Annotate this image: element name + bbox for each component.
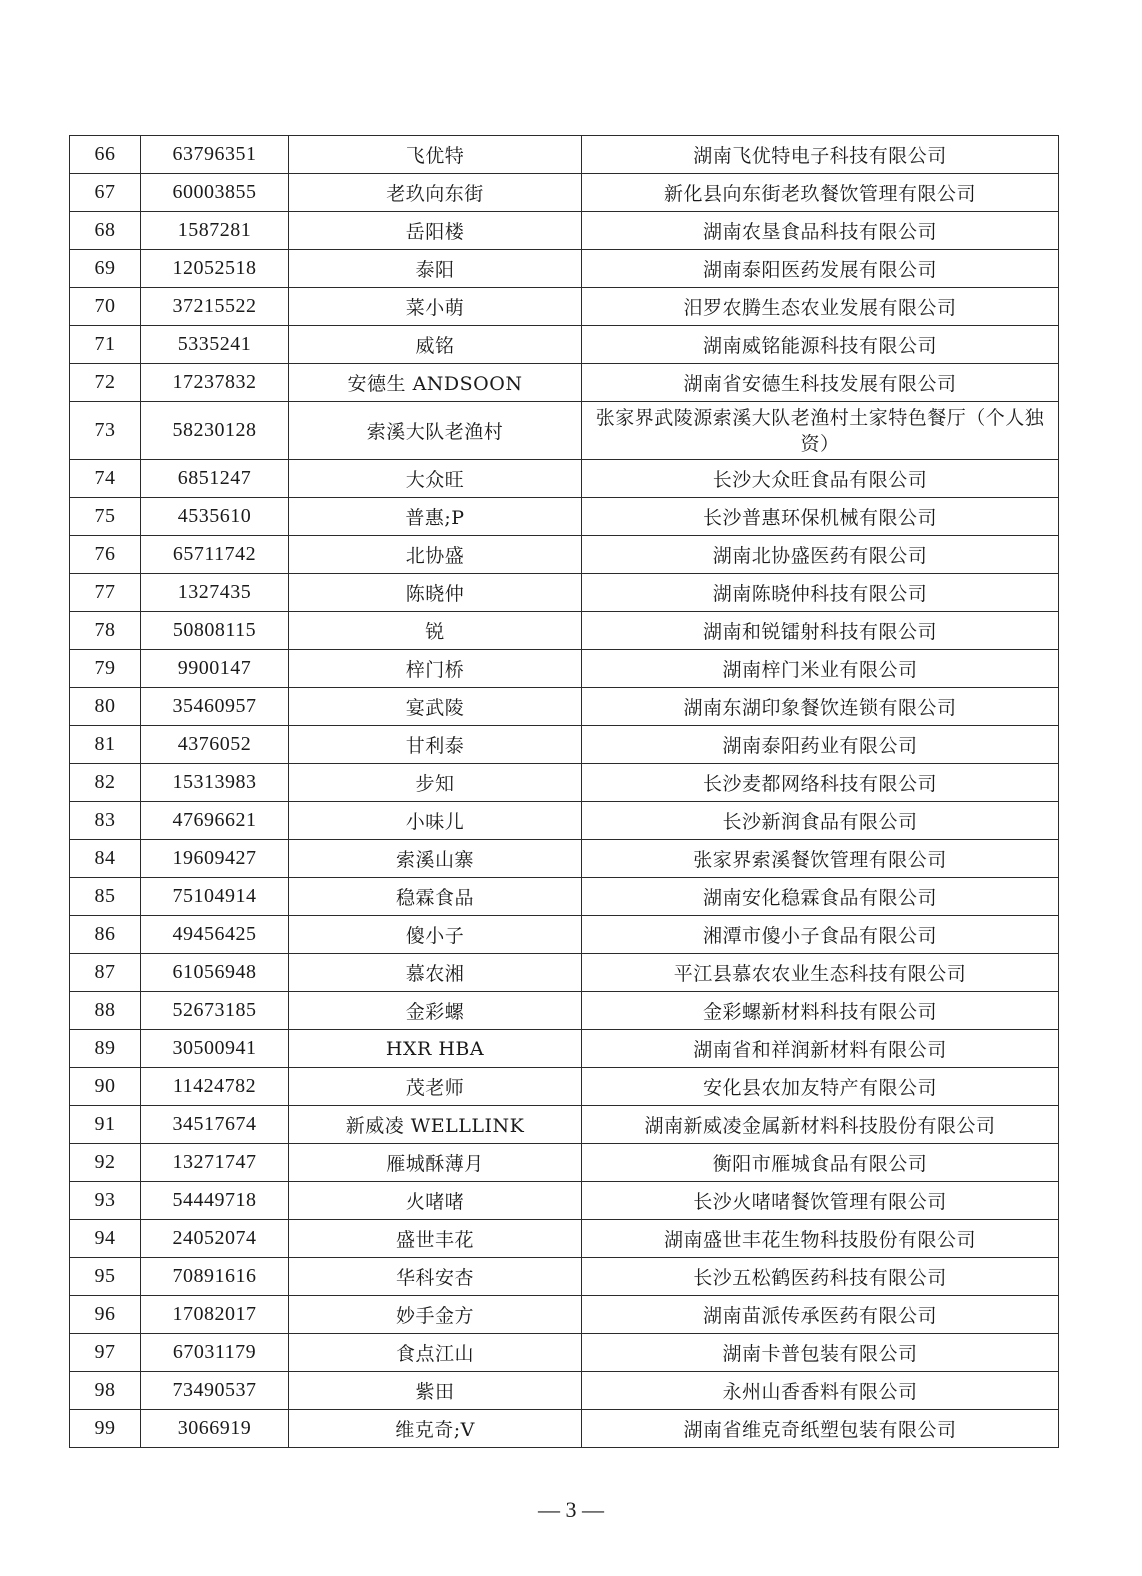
seq-cell: 71	[70, 326, 141, 364]
owner-company-cell: 湖南东湖印象餐饮连锁有限公司	[582, 688, 1059, 726]
trademark-name-cell: 锐	[289, 612, 582, 650]
registration-number-cell: 1327435	[141, 574, 289, 612]
seq-cell: 93	[70, 1182, 141, 1220]
seq-cell: 94	[70, 1220, 141, 1258]
table-row	[70, 1372, 1059, 1410]
registration-number-cell: 11424782	[141, 1068, 289, 1106]
seq-cell: 69	[70, 250, 141, 288]
page-number: — 3 —	[538, 1497, 604, 1522]
registration-number-cell: 52673185	[141, 992, 289, 1030]
table-row	[70, 878, 1059, 916]
owner-company-cell: 湖南梓门米业有限公司	[582, 650, 1059, 688]
registration-number-cell: 50808115	[141, 612, 289, 650]
table-row	[70, 1258, 1059, 1296]
owner-company-cell: 汨罗农腾生态农业发展有限公司	[582, 288, 1059, 326]
seq-cell: 89	[70, 1030, 141, 1068]
seq-cell: 70	[70, 288, 141, 326]
table-row	[70, 764, 1059, 802]
registration-number-cell: 61056948	[141, 954, 289, 992]
registration-number-cell: 60003855	[141, 174, 289, 212]
trademark-name-cell: 飞优特	[289, 136, 582, 174]
seq-cell: 92	[70, 1144, 141, 1182]
trademark-name-cell: 菜小萌	[289, 288, 582, 326]
trademark-name-cell: 索溪大队老渔村	[289, 402, 582, 460]
registration-number-cell: 15313983	[141, 764, 289, 802]
owner-company-cell: 长沙新润食品有限公司	[582, 802, 1059, 840]
table-row	[70, 536, 1059, 574]
registration-number-cell: 24052074	[141, 1220, 289, 1258]
owner-company-cell: 金彩螺新材料科技有限公司	[582, 992, 1059, 1030]
trademark-name-cell: 紫田	[289, 1372, 582, 1410]
seq-cell: 73	[70, 402, 141, 460]
trademark-name-cell: 大众旺	[289, 460, 582, 498]
trademark-name-cell: 岳阳楼	[289, 212, 582, 250]
seq-cell: 67	[70, 174, 141, 212]
registration-number-cell: 67031179	[141, 1334, 289, 1372]
registration-number-cell: 65711742	[141, 536, 289, 574]
owner-company-cell: 平江县慕农农业生态科技有限公司	[582, 954, 1059, 992]
table-row	[70, 916, 1059, 954]
table-row	[70, 288, 1059, 326]
registration-number-cell: 9900147	[141, 650, 289, 688]
table-row	[70, 1106, 1059, 1144]
table-row	[70, 250, 1059, 288]
table-row	[70, 1182, 1059, 1220]
trademark-name-cell: 安德生 ANDSOON	[289, 364, 582, 402]
seq-cell: 81	[70, 726, 141, 764]
trademark-name-cell: 盛世丰花	[289, 1220, 582, 1258]
table-row	[70, 802, 1059, 840]
trademark-name-cell: 稳霖食品	[289, 878, 582, 916]
registration-number-cell: 19609427	[141, 840, 289, 878]
owner-company-cell: 湖南省维克奇纸塑包装有限公司	[582, 1410, 1059, 1448]
owner-company-cell: 张家界索溪餐饮管理有限公司	[582, 840, 1059, 878]
registration-number-cell: 4535610	[141, 498, 289, 536]
owner-company-cell: 湖南北协盛医药有限公司	[582, 536, 1059, 574]
trademark-name-cell: 新威凌 WELLLINK	[289, 1106, 582, 1144]
registration-number-cell: 13271747	[141, 1144, 289, 1182]
owner-company-cell: 湖南安化稳霖食品有限公司	[582, 878, 1059, 916]
seq-cell: 97	[70, 1334, 141, 1372]
registration-number-cell: 63796351	[141, 136, 289, 174]
registration-number-cell: 73490537	[141, 1372, 289, 1410]
owner-company-cell: 湖南卡普包装有限公司	[582, 1334, 1059, 1372]
table-row	[70, 1220, 1059, 1258]
registration-number-cell: 4376052	[141, 726, 289, 764]
trademark-name-cell: 维克奇;V	[289, 1410, 582, 1448]
seq-cell: 90	[70, 1068, 141, 1106]
seq-cell: 91	[70, 1106, 141, 1144]
registration-number-cell: 1587281	[141, 212, 289, 250]
seq-cell: 83	[70, 802, 141, 840]
trademark-name-cell: 普惠;P	[289, 498, 582, 536]
trademark-name-cell: 金彩螺	[289, 992, 582, 1030]
seq-cell: 80	[70, 688, 141, 726]
registration-number-cell: 6851247	[141, 460, 289, 498]
owner-company-cell: 长沙火啫啫餐饮管理有限公司	[582, 1182, 1059, 1220]
trademark-name-cell: 威铭	[289, 326, 582, 364]
owner-company-cell: 张家界武陵源索溪大队老渔村土家特色餐厅（个人独资）	[582, 402, 1059, 460]
table-row	[70, 954, 1059, 992]
table-row	[70, 1030, 1059, 1068]
table-row	[70, 136, 1059, 174]
seq-cell: 98	[70, 1372, 141, 1410]
table-row	[70, 326, 1059, 364]
table-row	[70, 992, 1059, 1030]
trademark-name-cell: 步知	[289, 764, 582, 802]
table-row	[70, 174, 1059, 212]
owner-company-cell: 湖南省和祥润新材料有限公司	[582, 1030, 1059, 1068]
seq-cell: 68	[70, 212, 141, 250]
table-row	[70, 364, 1059, 402]
seq-cell: 77	[70, 574, 141, 612]
table-row	[70, 1410, 1059, 1448]
seq-cell: 87	[70, 954, 141, 992]
owner-company-cell: 湖南陈晓仲科技有限公司	[582, 574, 1059, 612]
table-row	[70, 726, 1059, 764]
registration-number-cell: 3066919	[141, 1410, 289, 1448]
owner-company-cell: 衡阳市雁城食品有限公司	[582, 1144, 1059, 1182]
seq-cell: 88	[70, 992, 141, 1030]
table-row	[70, 212, 1059, 250]
owner-company-cell: 湖南盛世丰花生物科技股份有限公司	[582, 1220, 1059, 1258]
owner-company-cell: 湖南泰阳药业有限公司	[582, 726, 1059, 764]
registration-number-cell: 5335241	[141, 326, 289, 364]
trademark-name-cell: 妙手金方	[289, 1296, 582, 1334]
trademark-table-body	[70, 136, 1059, 1448]
owner-company-cell: 湖南苗派传承医药有限公司	[582, 1296, 1059, 1334]
owner-company-cell: 湖南飞优特电子科技有限公司	[582, 136, 1059, 174]
trademark-name-cell: 华科安杏	[289, 1258, 582, 1296]
trademark-name-cell: 甘利泰	[289, 726, 582, 764]
table-row	[70, 574, 1059, 612]
trademark-name-cell: 食点江山	[289, 1334, 582, 1372]
registration-number-cell: 30500941	[141, 1030, 289, 1068]
seq-cell: 95	[70, 1258, 141, 1296]
seq-cell: 85	[70, 878, 141, 916]
owner-company-cell: 长沙大众旺食品有限公司	[582, 460, 1059, 498]
seq-cell: 82	[70, 764, 141, 802]
seq-cell: 78	[70, 612, 141, 650]
seq-cell: 74	[70, 460, 141, 498]
trademark-name-cell: 雁城酥薄月	[289, 1144, 582, 1182]
trademark-name-cell: 火啫啫	[289, 1182, 582, 1220]
owner-company-cell: 永州山香香料有限公司	[582, 1372, 1059, 1410]
trademark-name-cell: 索溪山寨	[289, 840, 582, 878]
seq-cell: 72	[70, 364, 141, 402]
trademark-name-cell: 陈晓仲	[289, 574, 582, 612]
registration-number-cell: 17237832	[141, 364, 289, 402]
seq-cell: 75	[70, 498, 141, 536]
trademark-table	[69, 135, 1059, 1448]
owner-company-cell: 湖南泰阳医药发展有限公司	[582, 250, 1059, 288]
table-row	[70, 1144, 1059, 1182]
owner-company-cell: 长沙麦都网络科技有限公司	[582, 764, 1059, 802]
table-row	[70, 1068, 1059, 1106]
trademark-name-cell: 傻小子	[289, 916, 582, 954]
registration-number-cell: 12052518	[141, 250, 289, 288]
table-row	[70, 460, 1059, 498]
registration-number-cell: 47696621	[141, 802, 289, 840]
registration-number-cell: 49456425	[141, 916, 289, 954]
owner-company-cell: 湖南农垦食品科技有限公司	[582, 212, 1059, 250]
trademark-name-cell: 小味儿	[289, 802, 582, 840]
owner-company-cell: 长沙五松鹤医药科技有限公司	[582, 1258, 1059, 1296]
table-row	[70, 1334, 1059, 1372]
seq-cell: 76	[70, 536, 141, 574]
seq-cell: 79	[70, 650, 141, 688]
trademark-name-cell: 茂老师	[289, 1068, 582, 1106]
table-row	[70, 688, 1059, 726]
trademark-name-cell: 老玖向东街	[289, 174, 582, 212]
owner-company-cell: 湘潭市傻小子食品有限公司	[582, 916, 1059, 954]
registration-number-cell: 54449718	[141, 1182, 289, 1220]
trademark-name-cell: HXR HBA	[289, 1030, 582, 1068]
owner-company-cell: 安化县农加友特产有限公司	[582, 1068, 1059, 1106]
table-row	[70, 498, 1059, 536]
table-row	[70, 650, 1059, 688]
registration-number-cell: 34517674	[141, 1106, 289, 1144]
table-row	[70, 612, 1059, 650]
trademark-name-cell: 北协盛	[289, 536, 582, 574]
table-row	[70, 402, 1059, 460]
owner-company-cell: 湖南新威凌金属新材料科技股份有限公司	[582, 1106, 1059, 1144]
registration-number-cell: 17082017	[141, 1296, 289, 1334]
seq-cell: 96	[70, 1296, 141, 1334]
owner-company-cell: 湖南和锐镭射科技有限公司	[582, 612, 1059, 650]
trademark-name-cell: 慕农湘	[289, 954, 582, 992]
seq-cell: 99	[70, 1410, 141, 1448]
registration-number-cell: 58230128	[141, 402, 289, 460]
owner-company-cell: 湖南省安德生科技发展有限公司	[582, 364, 1059, 402]
trademark-name-cell: 泰阳	[289, 250, 582, 288]
registration-number-cell: 35460957	[141, 688, 289, 726]
seq-cell: 84	[70, 840, 141, 878]
seq-cell: 66	[70, 136, 141, 174]
owner-company-cell: 长沙普惠环保机械有限公司	[582, 498, 1059, 536]
owner-company-cell: 新化县向东街老玖餐饮管理有限公司	[582, 174, 1059, 212]
table-row	[70, 1296, 1059, 1334]
registration-number-cell: 37215522	[141, 288, 289, 326]
table-row	[70, 840, 1059, 878]
owner-company-cell: 湖南威铭能源科技有限公司	[582, 326, 1059, 364]
registration-number-cell: 75104914	[141, 878, 289, 916]
trademark-name-cell: 梓门桥	[289, 650, 582, 688]
registration-number-cell: 70891616	[141, 1258, 289, 1296]
trademark-name-cell: 宴武陵	[289, 688, 582, 726]
seq-cell: 86	[70, 916, 141, 954]
